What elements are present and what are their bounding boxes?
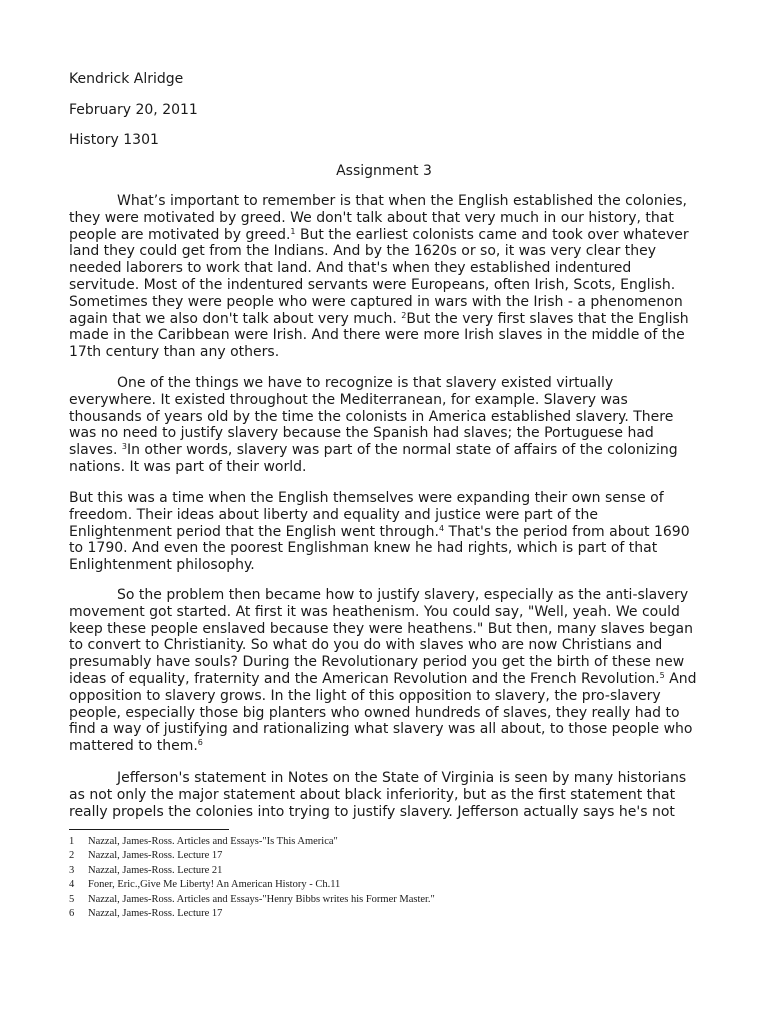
footnote-ref: 2 — [401, 310, 407, 320]
paragraph-3 — [69, 490, 691, 574]
text-line: made in the Caribbean were Irish. And there were more Irish slaves in the middle of the — [69, 327, 685, 344]
text-line: mattered to them.$^6$ — [69, 738, 203, 755]
text-line: opposition to slavery grows. In the light of this opposition to slavery, the pro-slavery — [69, 687, 661, 704]
text-line: people are motivated by greed.$^1$ But the earliest colonists came and took over whatever — [69, 226, 689, 243]
footnote — [69, 835, 709, 849]
paragraph-2 — [69, 375, 691, 476]
text-line: really propels the colonies into trying to justify slavery. Jefferson actually says he's not — [69, 803, 675, 820]
text-line: servitude. Most of the indentured servants were Europeans, often Irish, Scots, English. — [69, 276, 676, 293]
author-name: Kendrick Alridge — [69, 71, 184, 87]
footnote — [69, 907, 709, 921]
text-line: Enlightenment philosophy. — [69, 557, 255, 574]
footnote — [69, 878, 709, 892]
submission-date: February 20, 2011 — [69, 102, 198, 118]
text-line: was no need to justify slavery because the Spanish had slaves; the Portuguese had — [69, 425, 654, 442]
text-line: presumably have souls? During the Revolutionary period you get the birth of these new — [69, 654, 685, 671]
footnote-text: Nazzal, James-Ross. Articles and Essays-"Is This America" — [88, 836, 338, 847]
text-line: people, especially those big planters who owned hundreds of slaves, they really had to — [69, 704, 680, 721]
footnote-ref: 5 — [659, 670, 665, 680]
footnote-number: 5 — [69, 893, 75, 905]
footnote — [69, 849, 709, 863]
footnote-ref: 3 — [121, 442, 127, 452]
text-line: find a way of justifying and rationalizing what slavery was all about, to those people who — [69, 721, 693, 738]
paragraph-1 — [69, 193, 691, 361]
footnote-separator — [69, 829, 229, 830]
text-line: So the problem then became how to justify slavery, especially as the anti-slavery — [117, 587, 689, 603]
footnote — [69, 893, 709, 907]
text-line: nations. It was part of their world. — [69, 458, 307, 475]
text-line: land they could get from the Indians. And by the 1620s or so, it was very clear they — [69, 243, 657, 260]
text-line: as not only the major statement about black inferiority, but as the first statement that — [69, 786, 676, 803]
course-name: History 1301 — [69, 132, 159, 148]
footnote-text: Nazzal, James-Ross. Lecture 17 — [88, 908, 223, 920]
text-line: slaves. $^3$In other words, slavery was part of the normal state of affairs of the colonizing — [69, 442, 678, 459]
text-line: Sometimes they were people who were captured in wars with the Irish - a phenomenon — [69, 293, 683, 310]
text-line: But this was a time when the English themselves were expanding their own sense of — [69, 490, 664, 506]
text-line: to 1790. And even the poorest Englishman knew he had rights, which is part of that — [69, 540, 658, 557]
footnote-ref: 1 — [290, 226, 296, 236]
footnote-ref: 4 — [439, 523, 445, 533]
text-line: again that we also don't talk about very much. $^2$But the very first slaves that the English — [69, 310, 689, 327]
text-line: What’s important to remember is that when the English established the colonies, — [117, 193, 687, 209]
footnote-number: 3 — [69, 864, 75, 876]
text-line: movement got started. At first it was heathenism. You could say, "Well, yeah. We could — [69, 603, 680, 620]
footnote-ref: 6 — [197, 738, 203, 748]
text-line: One of the things we have to recognize is that slavery existed virtually — [117, 375, 614, 391]
text-line: keep these people enslaved because they were heathens." But then, many slaves began — [69, 620, 693, 637]
footnote-text: Foner, Eric.,Give Me Liberty! An American History - Ch.11 — [88, 879, 341, 891]
text-line: freedom. Their ideas about liberty and equality and justice were part of the — [69, 506, 598, 523]
footnote-number: 1 — [69, 836, 75, 847]
text-line: 17th century than any others. — [69, 344, 280, 361]
footnote-text: Nazzal, James-Ross. Lecture 17 — [88, 850, 223, 862]
text-line: thousands of years old by the time the colonists in America established slavery. There — [69, 408, 674, 425]
footnote-text: Nazzal, James-Ross. Articles and Essays-"Henry Bibbs writes his Former Master." — [88, 893, 435, 905]
text-line: Jefferson's statement in Notes on the State of Virginia is seen by many historians — [117, 770, 687, 786]
paragraph-5 — [69, 770, 691, 820]
footnote-number: 4 — [69, 879, 75, 891]
paragraph-4 — [69, 587, 697, 755]
text-line: Enlightenment period that the English went through.$^4$ That's the period from about 1690 — [69, 523, 690, 540]
text-line: they were motivated by greed. We don't talk about that very much in our history, that — [69, 209, 674, 226]
footnote-number: 6 — [69, 908, 75, 920]
text-line: to convert to Christianity. So what do you do with slaves who are now Christians and — [69, 637, 663, 654]
footnote-text: Nazzal, James-Ross. Lecture 21 — [88, 864, 223, 876]
text-line: needed laborers to work that land. And that's when they established indentured — [69, 260, 632, 277]
footnote — [69, 864, 709, 878]
text-line: ideas of equality, fraternity and the American Revolution and the French Revolution.$^5$ And — [69, 670, 697, 687]
footnotes — [69, 835, 709, 921]
assignment-title: Assignment 3 — [336, 163, 432, 179]
footnote-number: 2 — [69, 850, 75, 862]
text-line: everywhere. It existed throughout the Mediterranean, for example. Slavery was — [69, 391, 628, 408]
